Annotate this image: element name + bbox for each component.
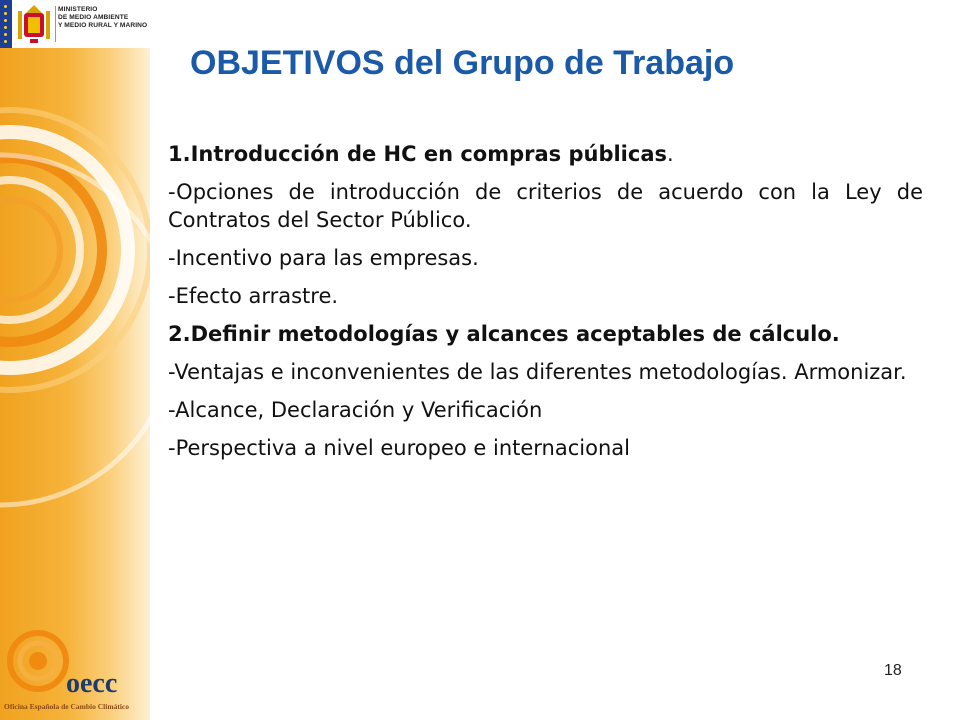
oecc-logo-subtitle: Oficina Española de Cambio Climático [4, 702, 130, 711]
spain-coat-of-arms-icon [16, 3, 52, 45]
objective-heading-1-text: 1.Introducción de HC en compras públicas [168, 142, 667, 166]
ministry-name [58, 6, 148, 30]
slide-title: OBJETIVOS del Grupo de Trabajo [190, 44, 735, 82]
bullet-item: -Ventajas e inconvenientes de las diferentes metodologías. Armonizar. [168, 360, 907, 384]
page-number: 18 [884, 662, 902, 679]
objective-heading-1-punct: . [667, 142, 674, 166]
bullet-item: -Alcance, Declaración y Verificación [168, 398, 543, 422]
ministry-line: Y MEDIO RURAL Y MARINO [58, 22, 148, 29]
bullet-item: -Incentivo para las empresas. [168, 246, 479, 270]
orange-rings-graphic [0, 0, 150, 720]
bullet-item: -Efecto arrastre. [168, 284, 339, 308]
eu-flag-icon [0, 0, 12, 48]
decorative-sidebar [0, 0, 150, 720]
bullet-item: -Opciones de introducción de criterios de acuerdo con la Ley de Contratos del Sector Público. [168, 180, 923, 232]
ministry-header [0, 0, 150, 48]
objective-heading-2 [168, 320, 923, 348]
slide-content [168, 140, 923, 472]
oecc-logo-text: oecc [66, 668, 118, 699]
objective-heading-1 [168, 140, 923, 168]
objective-heading-2-text: 2.Definir metodologías y alcances aceptables de cálculo. [168, 322, 840, 346]
ministry-line: MINISTERIO [58, 6, 98, 13]
ministry-divider [55, 6, 56, 42]
bullet-item: -Perspectiva a nivel europeo e internacional [168, 436, 630, 460]
ministry-line: DE MEDIO AMBIENTE [58, 14, 129, 21]
